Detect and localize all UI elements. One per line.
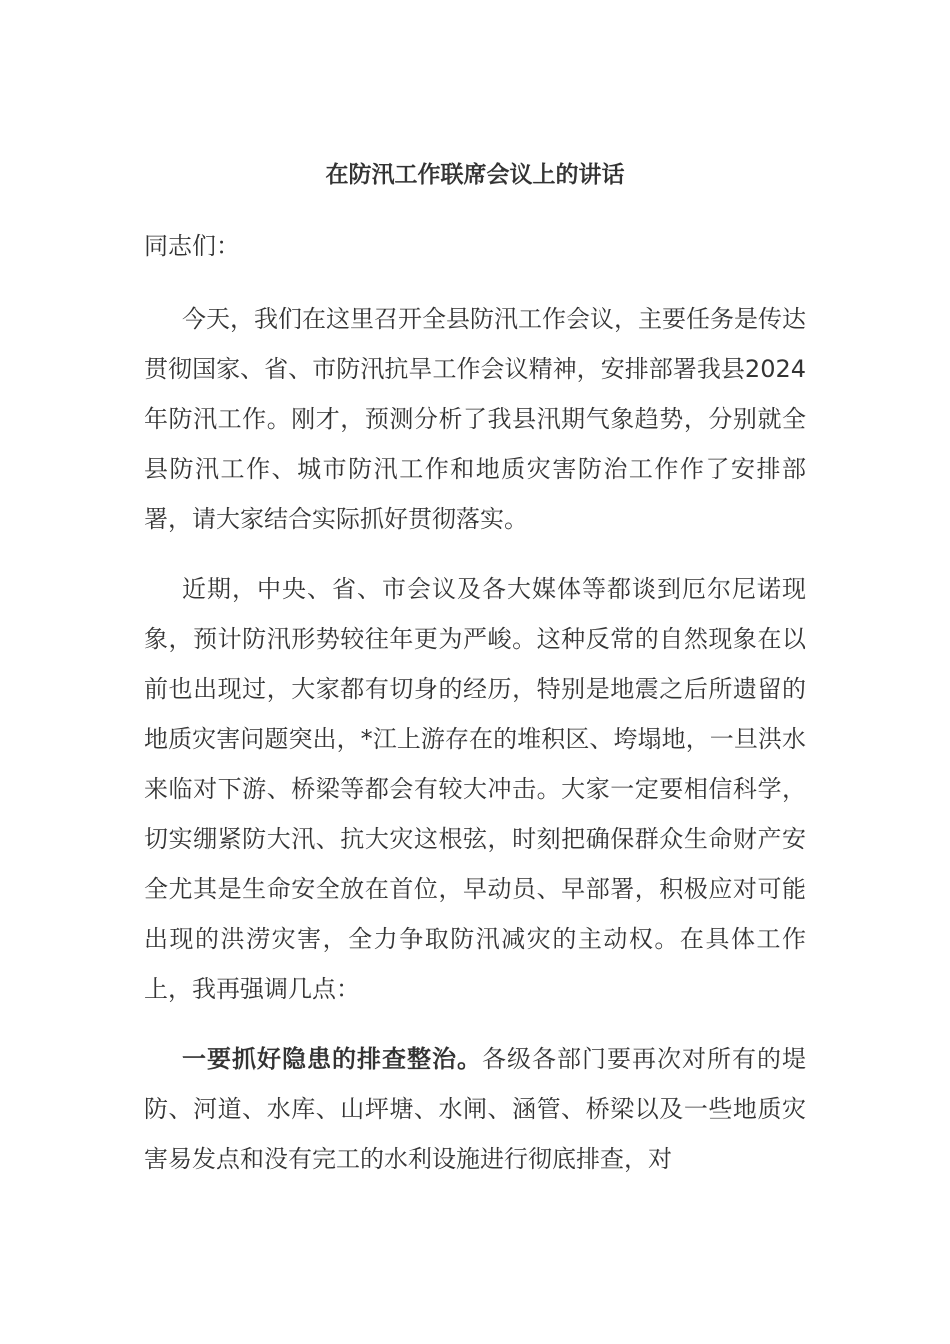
- document-title: 在防汛工作联席会议上的讲话: [325, 162, 625, 188]
- paragraph-3: [144, 1034, 806, 1184]
- paragraph-1: 今天，我们在这里召开全县防汛工作会议，主要任务是传达贯彻国家、省、市防汛抗旱工作会议精神，安排部署我县2024年防汛工作。刚才，预测分析了我县汛期气象趋势，分别就全县防汛工作、城市防汛工作和地质灾害防治工作作了安排部署，请大家结合实际抓好贯彻落实。: [144, 305, 806, 533]
- salutation: 同志们：: [144, 232, 240, 260]
- paragraph-3-lead: 一要抓好隐患的排查整治。: [182, 1045, 482, 1073]
- paragraph-2: 近期，中央、省、市会议及各大媒体等都谈到厄尔尼诺现象，预计防汛形势较往年更为严峻。这种反常的自然现象在以前也出现过，大家都有切身的经历，特别是地震之后所遗留的地质灾害问题突出，*江上游存在的堆积区、垮塌地，一旦洪水来临对下游、桥梁等都会有较大冲击。大家一定要相信科学，切实绷紧防大汛、抗大灾这根弦，时刻把确保群众生命财产安全尤其是生命安全放在首位，早动员、早部署，积极应对可能出现的洪涝灾害，全力争取防汛减灾的主动权。在具体工作上，我再强调几点：: [144, 575, 806, 1003]
- paragraph-3-body: 各级各部门要再次对所有的堤防、河道、水库、山坪塘、水闸、涵管、桥梁以及一些地质灾害易发点和没有完工的水利设施进行彻底排查，对: [144, 1045, 806, 1173]
